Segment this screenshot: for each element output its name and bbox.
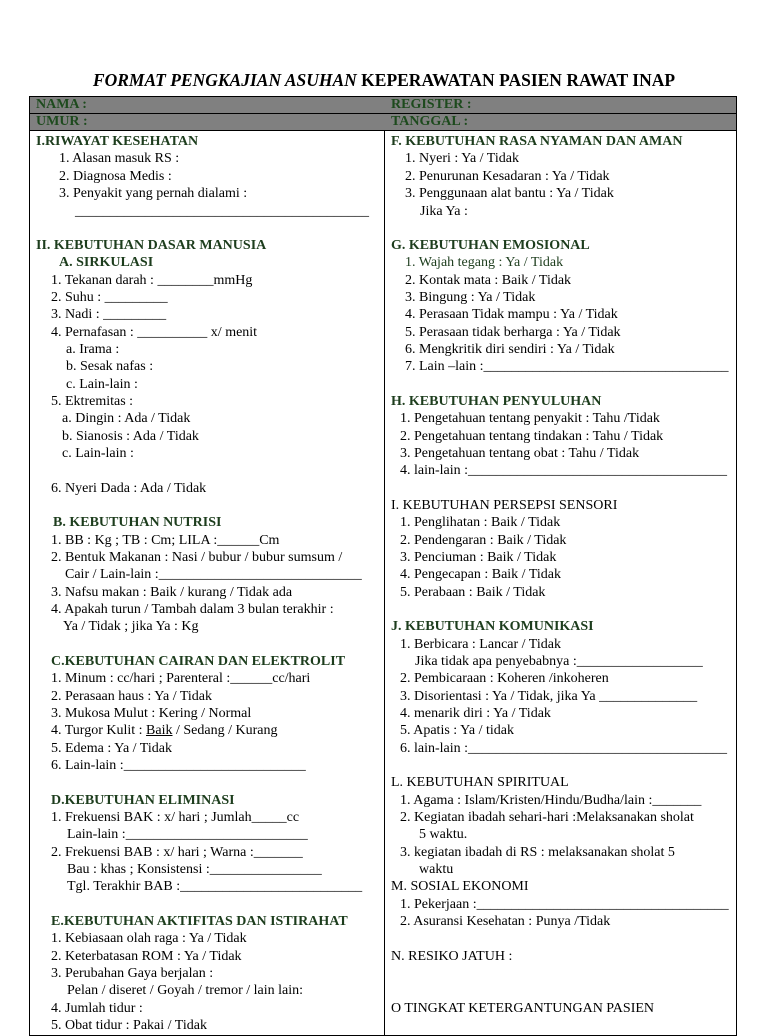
- section-tingkat-ketergantungan: O TINGKAT KETERGANTUNGAN PASIEN: [391, 1001, 655, 1016]
- mengkritik-diri-sendiri[interactable]: 6. Mengkritik diri sendiri : Ya / Tidak: [405, 342, 615, 357]
- assessment-form: [29, 96, 737, 1036]
- register-field[interactable]: REGISTER :: [391, 97, 472, 112]
- section-aktifitas-istirahat: E.KEBUTUHAN AKTIFITAS DAN ISTIRAHAT: [51, 914, 348, 929]
- menarik-diri[interactable]: 4. menarik diri : Ya / Tidak: [400, 706, 551, 721]
- header-row-1: [30, 97, 736, 114]
- emosional-lain-lain[interactable]: 7. Lain –lain :___________________________________: [405, 359, 729, 374]
- penyuluhan-lain-lain[interactable]: 4. lain-lain :_____________________________________: [400, 463, 728, 478]
- section-kebutuhan-dasar: II. KEBUTUHAN DASAR MANUSIA: [36, 238, 267, 253]
- section-riwayat-kesehatan: I.RIWAYAT KESEHATAN: [36, 134, 199, 149]
- sianosis[interactable]: b. Sianosis : Ada / Tidak: [62, 429, 199, 444]
- dingin[interactable]: a. Dingin : Ada / Tidak: [62, 411, 191, 426]
- column-divider: [384, 97, 385, 1035]
- penyebab-tidak-lancar[interactable]: Jika tidak apa penyebabnya :__________________: [415, 654, 703, 669]
- page-title: [0, 70, 768, 91]
- ektremitas-lain-lain[interactable]: c. Lain-lain :: [62, 446, 134, 461]
- edema[interactable]: 5. Edema : Ya / Tidak: [51, 741, 172, 756]
- section-emosional: G. KEBUTUHAN EMOSIONAL: [391, 238, 590, 253]
- bingung[interactable]: 3. Bingung : Ya / Tidak: [405, 290, 536, 305]
- pengetahuan-penyakit[interactable]: 1. Pengetahuan tentang penyakit : Tahu /Tidak: [400, 411, 660, 426]
- pernafasan-lain-lain[interactable]: c. Lain-lain :: [66, 377, 138, 392]
- berat-badan-jika-ya[interactable]: Ya / Tidak ; jika Ya : Kg: [63, 619, 199, 634]
- section-cairan-elektrolit: C.KEBUTUHAN CAIRAN DAN ELEKTROLIT: [51, 654, 346, 669]
- section-sosial-ekonomi: M. SOSIAL EKONOMI: [391, 879, 529, 894]
- penciuman[interactable]: 3. Penciuman : Baik / Tidak: [400, 550, 557, 565]
- keterbatasan-rom[interactable]: 2. Keterbatasan ROM : Ya / Tidak: [51, 949, 242, 964]
- pengetahuan-tindakan[interactable]: 2. Pengetahuan tentang tindakan : Tahu / Tidak: [400, 429, 664, 444]
- nama-field[interactable]: NAMA :: [36, 97, 87, 112]
- irama[interactable]: a. Irama :: [66, 342, 120, 357]
- perubahan-gaya-berjalan: 3. Perubahan Gaya berjalan :: [51, 966, 214, 981]
- bak-lain-lain[interactable]: Lain-lain :__________________________: [67, 827, 308, 842]
- perasaan-tidak-berharga[interactable]: 5. Perasaan tidak berharga : Ya / Tidak: [405, 325, 621, 340]
- komunikasi-lain-lain[interactable]: 6. lain-lain :_____________________________________: [400, 741, 728, 756]
- kegiatan-ibadah-rs[interactable]: 3. kegiatan ibadah di RS : melaksanakan sholat 5: [400, 845, 675, 860]
- penggunaan-alat-bantu[interactable]: 3. Penggunaan alat bantu : Ya / Tidak: [405, 186, 614, 201]
- umur-field[interactable]: UMUR :: [36, 114, 88, 129]
- pengetahuan-obat[interactable]: 3. Pengetahuan tentang obat : Tahu / Tidak: [400, 446, 640, 461]
- jumlah-tidur[interactable]: 4. Jumlah tidur :: [51, 1001, 143, 1016]
- turgor-kulit-baik: Baik: [146, 723, 173, 738]
- gaya-berjalan-options[interactable]: Pelan / diseret / Goyah / tremor / lain lain:: [67, 983, 303, 998]
- nadi[interactable]: 3. Nadi : _________: [51, 307, 167, 322]
- pendengaran[interactable]: 2. Pendengaran : Baik / Tidak: [400, 533, 567, 548]
- header-row-2: [30, 114, 736, 131]
- pernafasan[interactable]: 4. Pernafasan : __________ x/ menit: [51, 325, 258, 340]
- pengecapan[interactable]: 4. Pengecapan : Baik / Tidak: [400, 567, 561, 582]
- tgl-terakhir-bab[interactable]: Tgl. Terakhir BAB :__________________________: [67, 879, 363, 894]
- asuransi-kesehatan[interactable]: 2. Asuransi Kesehatan : Punya /Tidak: [400, 914, 611, 929]
- tanggal-field[interactable]: TANGGAL :: [391, 114, 469, 129]
- perasaan-tidak-mampu[interactable]: 4. Perasaan Tidak mampu : Ya / Tidak: [405, 307, 618, 322]
- perasaan-haus[interactable]: 2. Perasaan haus : Ya / Tidak: [51, 689, 213, 704]
- wajah-tegang[interactable]: 1. Wajah tegang : Ya / Tidak: [405, 255, 564, 270]
- kegiatan-ibadah-harian[interactable]: 2. Kegiatan ibadah sehari-hari :Melaksanakan sholat: [400, 810, 694, 825]
- section-sirkulasi: A. SIRKULASI: [59, 255, 154, 270]
- pekerjaan[interactable]: 1. Pekerjaan :____________________________________: [400, 897, 729, 912]
- tekanan-darah[interactable]: 1. Tekanan darah : ________mmHg: [51, 273, 253, 288]
- pembicaraan[interactable]: 2. Pembicaraan : Koheren /inkoheren: [400, 671, 609, 686]
- bau-konsistensi[interactable]: Bau : khas ; Konsistensi :________________: [67, 862, 322, 877]
- turgor-kulit-options: / Sedang / Kurang: [172, 723, 278, 738]
- section-persepsi-sensori: I. KEBUTUHAN PERSEPSI SENSORI: [391, 498, 618, 513]
- section-eliminasi: D.KEBUTUHAN ELIMINASI: [51, 793, 235, 808]
- nyeri-dada[interactable]: 6. Nyeri Dada : Ada / Tidak: [51, 481, 207, 496]
- apatis[interactable]: 5. Apatis : Ya / tidak: [400, 723, 514, 738]
- mukosa-mulut[interactable]: 3. Mukosa Mulut : Kering / Normal: [51, 706, 252, 721]
- section-penyuluhan: H. KEBUTUHAN PENYULUHAN: [391, 394, 602, 409]
- section-komunikasi: J. KEBUTUHAN KOMUNIKASI: [391, 619, 594, 634]
- frekuensi-bak[interactable]: 1. Frekuensi BAK : x/ hari ; Jumlah_____cc: [51, 810, 300, 825]
- nafsu-makan[interactable]: 3. Nafsu makan : Baik / kurang / Tidak ada: [51, 585, 293, 600]
- section-rasa-nyaman-aman: F. KEBUTUHAN RASA NYAMAN DAN AMAN: [391, 134, 683, 149]
- berbicara[interactable]: 1. Berbicara : Lancar / Tidak: [400, 637, 561, 652]
- agama[interactable]: 1. Agama : Islam/Kristen/Hindu/Budha/lain :_______: [400, 793, 702, 808]
- cairan-lain-lain[interactable]: 6. Lain-lain :__________________________: [51, 758, 306, 773]
- sesak-nafas[interactable]: b. Sesak nafas :: [66, 359, 154, 374]
- penyakit-dialami[interactable]: 3. Penyakit yang pernah dialami :: [59, 186, 248, 201]
- penglihatan[interactable]: 1. Penglihatan : Baik / Tidak: [400, 515, 561, 530]
- diagnosa-medis[interactable]: 2. Diagnosa Medis :: [59, 169, 172, 184]
- alasan-masuk-rs[interactable]: 1. Alasan masuk RS :: [59, 151, 180, 166]
- turgor-kulit-label: 4. Turgor Kulit :: [51, 723, 147, 738]
- kebiasaan-olah-raga[interactable]: 1. Kebiasaan olah raga : Ya / Tidak: [51, 931, 247, 946]
- obat-tidur[interactable]: 5. Obat tidur : Pakai / Tidak: [51, 1018, 207, 1033]
- disorientasi[interactable]: 3. Disorientasi : Ya / Tidak, jika Ya ______________: [400, 689, 698, 704]
- bentuk-makanan-lain[interactable]: Cair / Lain-lain :_____________________________: [65, 567, 362, 582]
- minum-parenteral[interactable]: 1. Minum : cc/hari ; Parenteral :______cc/hari: [51, 671, 311, 686]
- perabaan[interactable]: 5. Perabaan : Baik / Tidak: [400, 585, 546, 600]
- bb-tb-lila[interactable]: 1. BB : Kg ; TB : Cm; LILA :______Cm: [51, 533, 280, 548]
- kontak-mata[interactable]: 2. Kontak mata : Baik / Tidak: [405, 273, 572, 288]
- nyeri[interactable]: 1. Nyeri : Ya / Tidak: [405, 151, 519, 166]
- berat-badan-berubah[interactable]: 4. Apakah turun / Tambah dalam 3 bulan terakhir :: [51, 602, 334, 617]
- section-spiritual: L. KEBUTUHAN SPIRITUAL: [391, 775, 569, 790]
- ektremitas: 5. Ektremitas :: [51, 394, 134, 409]
- title-rest: KEPERAWATAN PASIEN RAWAT INAP: [356, 70, 676, 90]
- suhu[interactable]: 2. Suhu : _________: [51, 290, 168, 305]
- alat-bantu-jika-ya[interactable]: Jika Ya :: [420, 204, 468, 219]
- penurunan-kesadaran[interactable]: 2. Penurunan Kesadaran : Ya / Tidak: [405, 169, 610, 184]
- kegiatan-ibadah-rs-cont: waktu: [419, 862, 454, 877]
- turgor-kulit[interactable]: [51, 722, 277, 739]
- section-nutrisi: B. KEBUTUHAN NUTRISI: [53, 515, 222, 530]
- bentuk-makanan[interactable]: 2. Bentuk Makanan : Nasi / bubur / bubur sumsum /: [51, 550, 343, 565]
- kegiatan-ibadah-harian-cont: 5 waktu.: [419, 827, 468, 842]
- title-italic: FORMAT PENGKAJIAN ASUHAN: [92, 70, 357, 90]
- section-resiko-jatuh[interactable]: N. RESIKO JATUH :: [391, 949, 513, 964]
- penyakit-dialami-line[interactable]: __________________________________________: [75, 204, 369, 219]
- frekuensi-bab[interactable]: 2. Frekuensi BAB : x/ hari ; Warna :_______: [51, 845, 303, 860]
